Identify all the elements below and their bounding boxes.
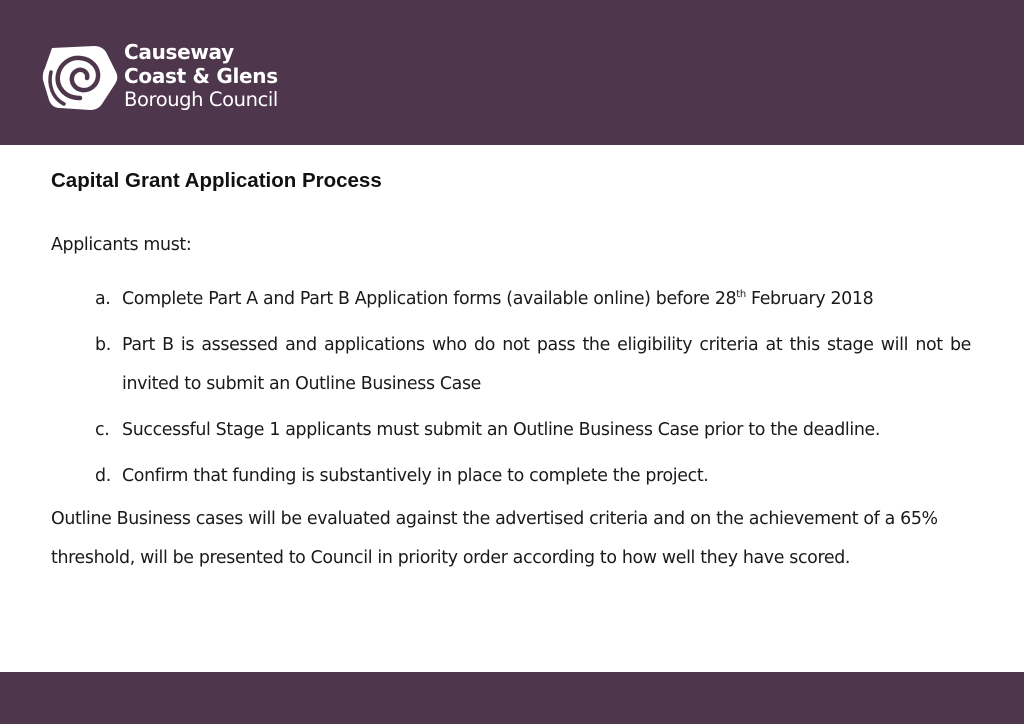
document-body bbox=[51, 166, 971, 568]
list-marker: c. bbox=[95, 420, 110, 440]
ordinal-superscript: th bbox=[736, 289, 746, 300]
step-text-after: February 2018 bbox=[745, 289, 874, 309]
list-item bbox=[95, 326, 971, 404]
list-item bbox=[95, 457, 971, 496]
conclusion-paragraph: Outline Business cases will be evaluated against the advertised criteria and on the achievement of a 65% threshold, will be presented to Council in priority order according to how well they have scored. bbox=[51, 509, 938, 568]
intro-text: Applicants must: bbox=[51, 235, 192, 255]
list-item bbox=[95, 280, 971, 319]
step-text-before: Complete Part A and Part B Application forms (available online) before 28 bbox=[122, 289, 737, 309]
list-item-text: Successful Stage 1 applicants must submit an Outline Business Case prior to the deadline. bbox=[122, 420, 881, 440]
logo-line-coast-glens: Coast & Glens bbox=[124, 64, 278, 88]
logo-line-causeway: Causeway bbox=[124, 40, 234, 64]
header-band bbox=[0, 0, 1024, 145]
logo-line-borough-council: Borough Council bbox=[124, 88, 278, 111]
page-title: Capital Grant Application Process bbox=[51, 169, 382, 192]
list-marker: d. bbox=[95, 466, 111, 486]
footer-band bbox=[0, 672, 1024, 724]
steps-list bbox=[95, 280, 971, 503]
list-marker: b. bbox=[95, 335, 111, 355]
list-item-text: Confirm that funding is substantively in place to complete the project. bbox=[122, 466, 709, 486]
list-marker: a. bbox=[95, 289, 111, 309]
spiral-logo-icon bbox=[42, 42, 118, 112]
council-logo[interactable] bbox=[42, 40, 302, 116]
list-item-text: Part B is assessed and applications who do not pass the eligibility criteria at this stage will not be invited to submit an Outline Business Case bbox=[122, 335, 971, 394]
list-item-text bbox=[122, 280, 971, 319]
list-item bbox=[95, 411, 971, 450]
logo-wordmark bbox=[124, 40, 278, 112]
